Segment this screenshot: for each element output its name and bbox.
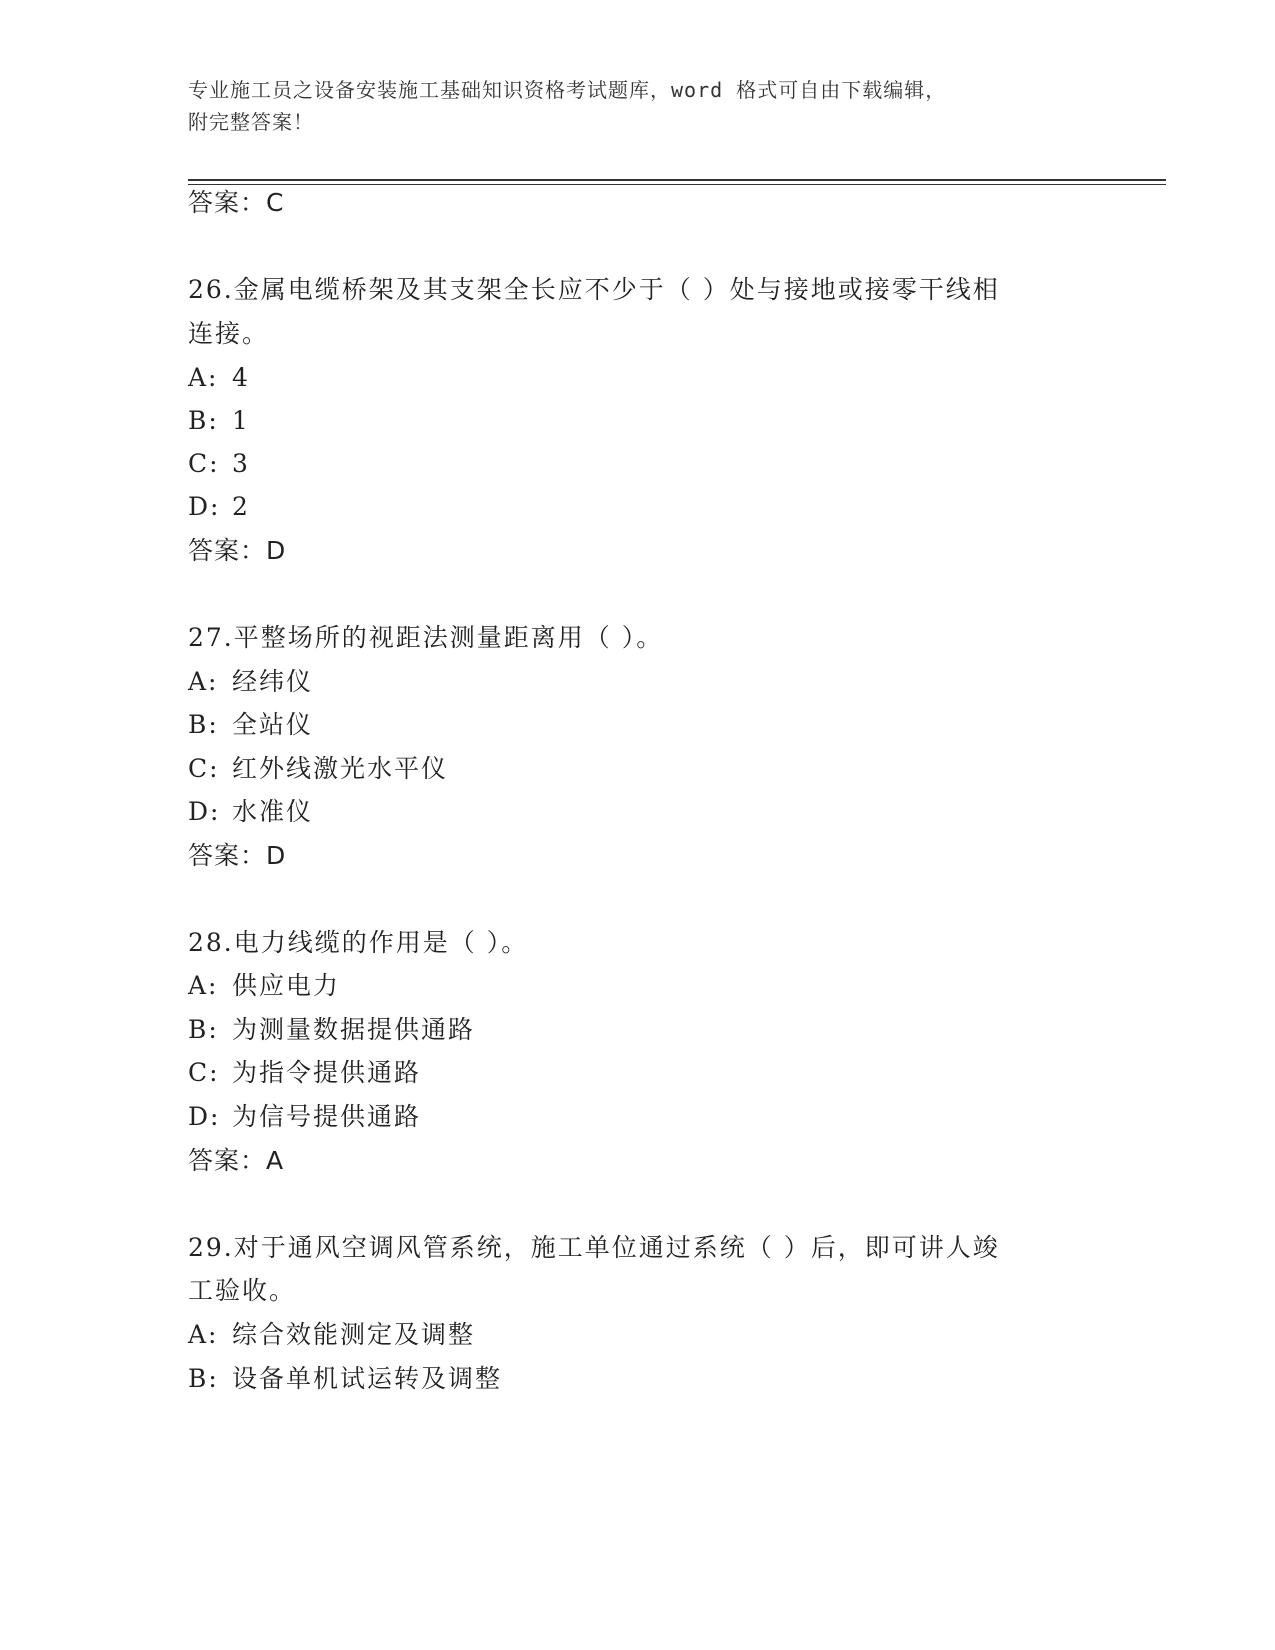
option-text: 2 [232, 492, 250, 521]
option-a [188, 1320, 475, 1350]
header-divider-thick [188, 179, 1166, 181]
option-text: 为测量数据提供通路 [232, 1015, 476, 1044]
option-letter: B: [188, 710, 219, 739]
option-d [188, 797, 313, 827]
option-c [188, 754, 448, 784]
option-text: 经纬仪 [232, 667, 314, 696]
option-b [188, 1015, 475, 1045]
option-letter: C: [188, 449, 220, 478]
answer-q28: 答案：A [188, 1146, 285, 1175]
option-text: 供应电力 [232, 971, 341, 1000]
header-divider-thin [188, 184, 1166, 185]
option-letter: C: [188, 754, 220, 783]
question-stem-cont: 连接。 [188, 319, 270, 348]
option-text: 1 [232, 406, 250, 435]
option-text: 3 [232, 449, 250, 478]
option-b [188, 406, 250, 436]
option-c [188, 449, 250, 479]
option-letter: A: [188, 363, 219, 392]
option-letter: B: [188, 1015, 219, 1044]
option-text: 综合效能测定及调整 [232, 1320, 476, 1349]
option-letter: D: [188, 797, 221, 826]
option-text: 红外线激光水平仪 [232, 754, 449, 783]
option-text: 设备单机试运转及调整 [232, 1364, 503, 1393]
option-letter: A: [188, 1320, 219, 1349]
option-letter: D: [188, 1102, 221, 1131]
document-header [188, 74, 1088, 138]
question-stem: 27.平整场所的视距法测量距离用（ ）。 [188, 623, 664, 652]
question-stem: 29.对于通风空调风管系统，施工单位通过系统（ ）后，即可讲人竣 [188, 1233, 1000, 1262]
option-text: 为信号提供通路 [232, 1102, 422, 1131]
answer-q27: 答案：D [188, 841, 287, 870]
option-letter: C: [188, 1058, 220, 1087]
option-d [188, 492, 250, 522]
answer-q26: 答案：D [188, 536, 287, 565]
option-a [188, 363, 250, 393]
option-text: 4 [232, 363, 250, 392]
option-letter: D: [188, 492, 221, 521]
option-b [188, 1364, 502, 1394]
option-letter: A: [188, 971, 219, 1000]
option-a [188, 667, 313, 697]
option-a [188, 971, 340, 1001]
option-letter: B: [188, 1364, 219, 1393]
header-line-1: 专业施工员之设备安装施工基础知识资格考试题库，word 格式可自由下载编辑， [188, 78, 947, 102]
option-text: 为指令提供通路 [232, 1058, 422, 1087]
option-text: 水准仪 [232, 797, 314, 826]
question-stem: 26.金属电缆桥架及其支架全长应不少于（ ）处与接地或接零干线相 [188, 275, 1000, 304]
option-b [188, 710, 313, 740]
option-text: 全站仪 [232, 710, 314, 739]
header-line-2: 附完整答案！ [188, 110, 314, 134]
question-stem-cont: 工验收。 [188, 1276, 297, 1305]
option-letter: A: [188, 667, 219, 696]
option-c [188, 1058, 421, 1088]
answer-q25: 答案：C [188, 188, 285, 217]
option-d [188, 1102, 421, 1132]
option-letter: B: [188, 406, 219, 435]
question-stem: 28.电力线缆的作用是（ ）。 [188, 928, 529, 957]
